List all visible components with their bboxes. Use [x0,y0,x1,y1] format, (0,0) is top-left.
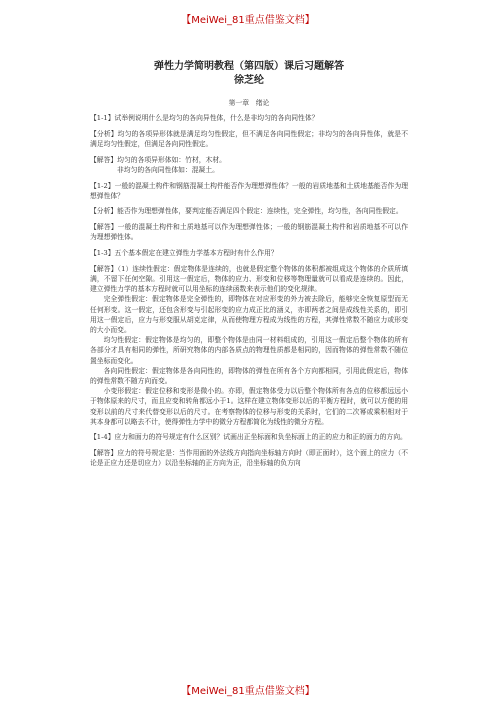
answer-1-3-isotropy: 各向同性假定：假定物体是各向同性的，即物体的弹性在所有各个方向都相同，引用此假定后，物体的弹性常数不随方向而变。 [90,366,408,385]
answer-1-3-continuity: 【解答】（1）连续性假定：假定物体是连续的，也就是假定整个物体的体积都被组成这个物体的介质所填满，不留下任何空隙。引用这一假定后，物体的应力、形变和位移等物理量就可以看成是连续的。因此，建立弹性力学的基本方程时就可以用坐标的连续函数来表示他们的变化规律。 [90,264,408,294]
analysis-1-1: 【分析】均匀的各项异形体就是满足均匀性假定，但不满足各向同性假定；非均匀的各向异性体，就是不满足均匀性假定，但满足各向同性假定。 [90,129,408,148]
answer-1-3-homogeneity: 均匀性假定：假定物体是均匀的，即整个物体是由同一材料组成的，引用这一假定后整个物体的所有各部分才具有相同的弹性，所研究物体的内部各质点的物理性质都是相同的，因而物体的弹性常数不随位置坐标而变化。 [90,336,408,365]
question-1-4: 【1-4】应力和面力的符号规定有什么区别？试画出正坐标面和负坐标面上的正的应力和正的面力的方向。 [90,433,407,442]
document-title: 弹性力学简明教程（第四版）课后习题解答 [154,61,344,72]
header-banner: 【MeiWei_81重点借鉴文档】 [181,15,315,26]
answer-1-3-elasticity: 完全弹性假定：假定物体是完全弹性的，即物体在对应形变的外力被去除后，能够完全恢复原型而无任何形变。这一假定，还包含形变与引起形变的应力成正比的涵义，亦即两者之间是成线性关系的，即引用这一假定后，应力与形变服从胡克定律，从而使物理方程成为线性的方程，其弹性常数不随应力或形变的大小而变。 [90,295,408,334]
analysis-1-2: 【分析】能否作为理想弹性体，要判定能否满足四个假定：连续性，完全弹性，均匀性，各向同性假定。 [90,207,403,216]
footer-banner: 【MeiWei_81重点借鉴文档】 [181,686,315,697]
question-1-1: 【1-1】试举例说明什么是均匀的各向异性体，什么是非均匀的各向同性体？ [90,114,319,122]
document-body [90,60,408,474]
answer-1-1-continued: 非均匀的各向同性体如：混凝土。 [117,165,219,174]
question-1-2: 【1-2】一般的混凝土构件和钢筋混凝土构件能否作为理想弹性体？一般的岩质地基和土质地基能否作为理想弹性体？ [90,181,408,200]
answer-1-4: 【解答】应力的符号规定是：当作用面的外法线方向指向坐标轴方向时（即正面时），这个面上的应力（不论是正应力还是切应力）以沿坐标轴的正方向为正，沿坐标轴的负方向 [90,449,408,468]
answer-1-2: 【解答】一般的混凝土构件和土质地基可以作为理想弹性体；一般的钢筋混凝土构件和岩质地基不可以作为理想弹性体。 [90,223,408,242]
answer-1-3-small-deformation: 小变形假定：假定位移和变形是微小的。亦即，假定物体受力以后整个物体所有各点的位移都远远小于物体原来的尺寸，而且应变和转角都远小于1。这样在建立物体变形以后的平衡方程时，就可以方便的用变形以前的尺寸来代替变形以后的尺寸。在考察物体的位移与形变的关系时，它们的二次幂或乘积相对于其本身都可以略去不计，使得弹性力学中的微分方程都简化为线性的微分方程。 [90,387,408,426]
chapter-heading: 第一章 绪论 [228,99,270,107]
document-author: 徐芝纶 [234,75,264,86]
question-1-3: 【1-3】五个基本假定在建立弹性力学基本方程时有什么作用？ [90,249,278,258]
answer-1-1: 【解答】均匀的各项异形体如：竹材，木材。 [90,155,226,164]
